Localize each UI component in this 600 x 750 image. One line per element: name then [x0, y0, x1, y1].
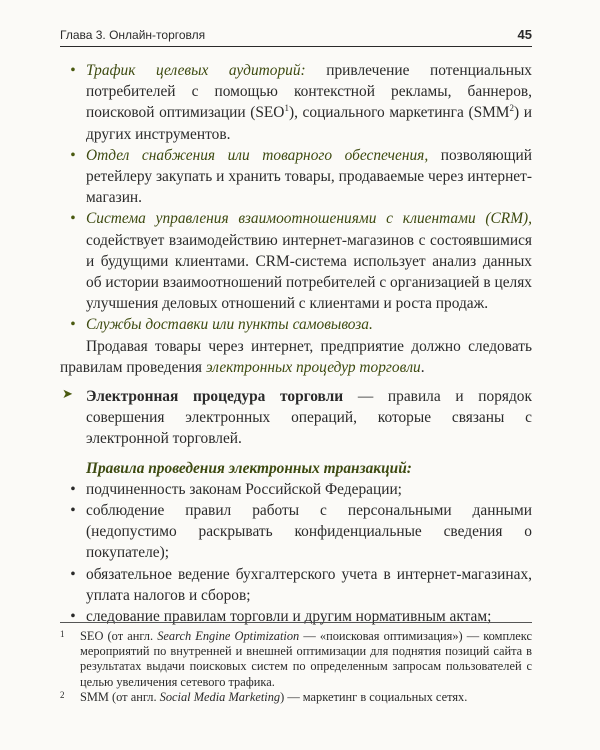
footnote: 1 SEO (от англ. Search Engine Optimization — «поисковая оптимизация») — комплекс мероприятий по внутренней и внешней оптимизации для поднятия позиций сайта в результатах выдачи поисковых систем по определенным запросам пользователей с целью увеличения сетевого трафика.: [60, 629, 532, 689]
bullet-icon: •: [70, 62, 76, 79]
bullet-icon: •: [70, 210, 76, 228]
rules-list: [60, 479, 532, 627]
definition-term: Электронная процедура торговли: [86, 388, 344, 406]
list-item: • Трафик целевых аудиторий: привлечение потенциальных потребителей с помощью контекстной рекламы, баннеров, поисковой оптимизации (SEO$^1$), социального маркетинга (SMM$^2$) и других инструментов.: [60, 60, 532, 145]
footnote: 2 SMM (от англ. Social Media Marketing) — маркетинг в социальных сетях.: [60, 689, 468, 704]
list-item: • обязательное ведение бухгалтерского учета в интернет-магазинах, уплата налогов и сборов;: [60, 564, 532, 606]
definition-text: — правила и порядок совершения электронных операций, которые связаны с электронной торговлей.: [86, 388, 532, 448]
bullet-icon: •: [70, 480, 76, 498]
list-item: • Отдел снабжения или товарного обеспечения, позволяющий ретейлеру закупать и хранить товары, продаваемые через интернет-магазин.: [60, 145, 532, 209]
components-list: [60, 60, 532, 336]
bullet-icon: •: [70, 608, 76, 626]
bullet-icon: •: [70, 316, 76, 334]
list-item: • соблюдение правил работы с персональными данными (недопустимо раскрывать конфиденциальные сведения о покупателе);: [60, 500, 532, 564]
page-number: 45: [517, 27, 532, 42]
bullet-icon: •: [70, 146, 76, 164]
rules-title: Правила проведения электронных транзакций:: [86, 459, 412, 477]
definition-block: [60, 386, 532, 450]
running-header: [60, 26, 532, 47]
list-item: • подчиненность законам Российской Федерации;: [60, 479, 532, 500]
list-item: • Службы доставки или пункты самовывоза.: [60, 314, 532, 335]
page-body: [60, 60, 532, 627]
list-item: • Система управления взаимоотношениями с клиентами (CRM), содействует взаимодействию интернет-магазинов с состоявшимися и будущими клиентами. CRM-система использует анализ данных об истории взаимоотношений потребителей с организацией в целях улучшения деловых отношений с клиентами и роста продаж.: [60, 208, 532, 314]
paragraph: Продавая товары через интернет, предприятие должно следовать правилам проведения электронных процедур торговли.: [60, 337, 532, 376]
bullet-icon: •: [70, 502, 76, 520]
footnotes: [60, 622, 532, 705]
arrow-marker-icon: ➤: [62, 387, 73, 403]
list-item: • следование правилам торговли и другим нормативным актам;: [60, 606, 532, 627]
bullet-icon: •: [70, 565, 76, 583]
chapter-title: Глава 3. Онлайн-торговля: [60, 28, 206, 42]
